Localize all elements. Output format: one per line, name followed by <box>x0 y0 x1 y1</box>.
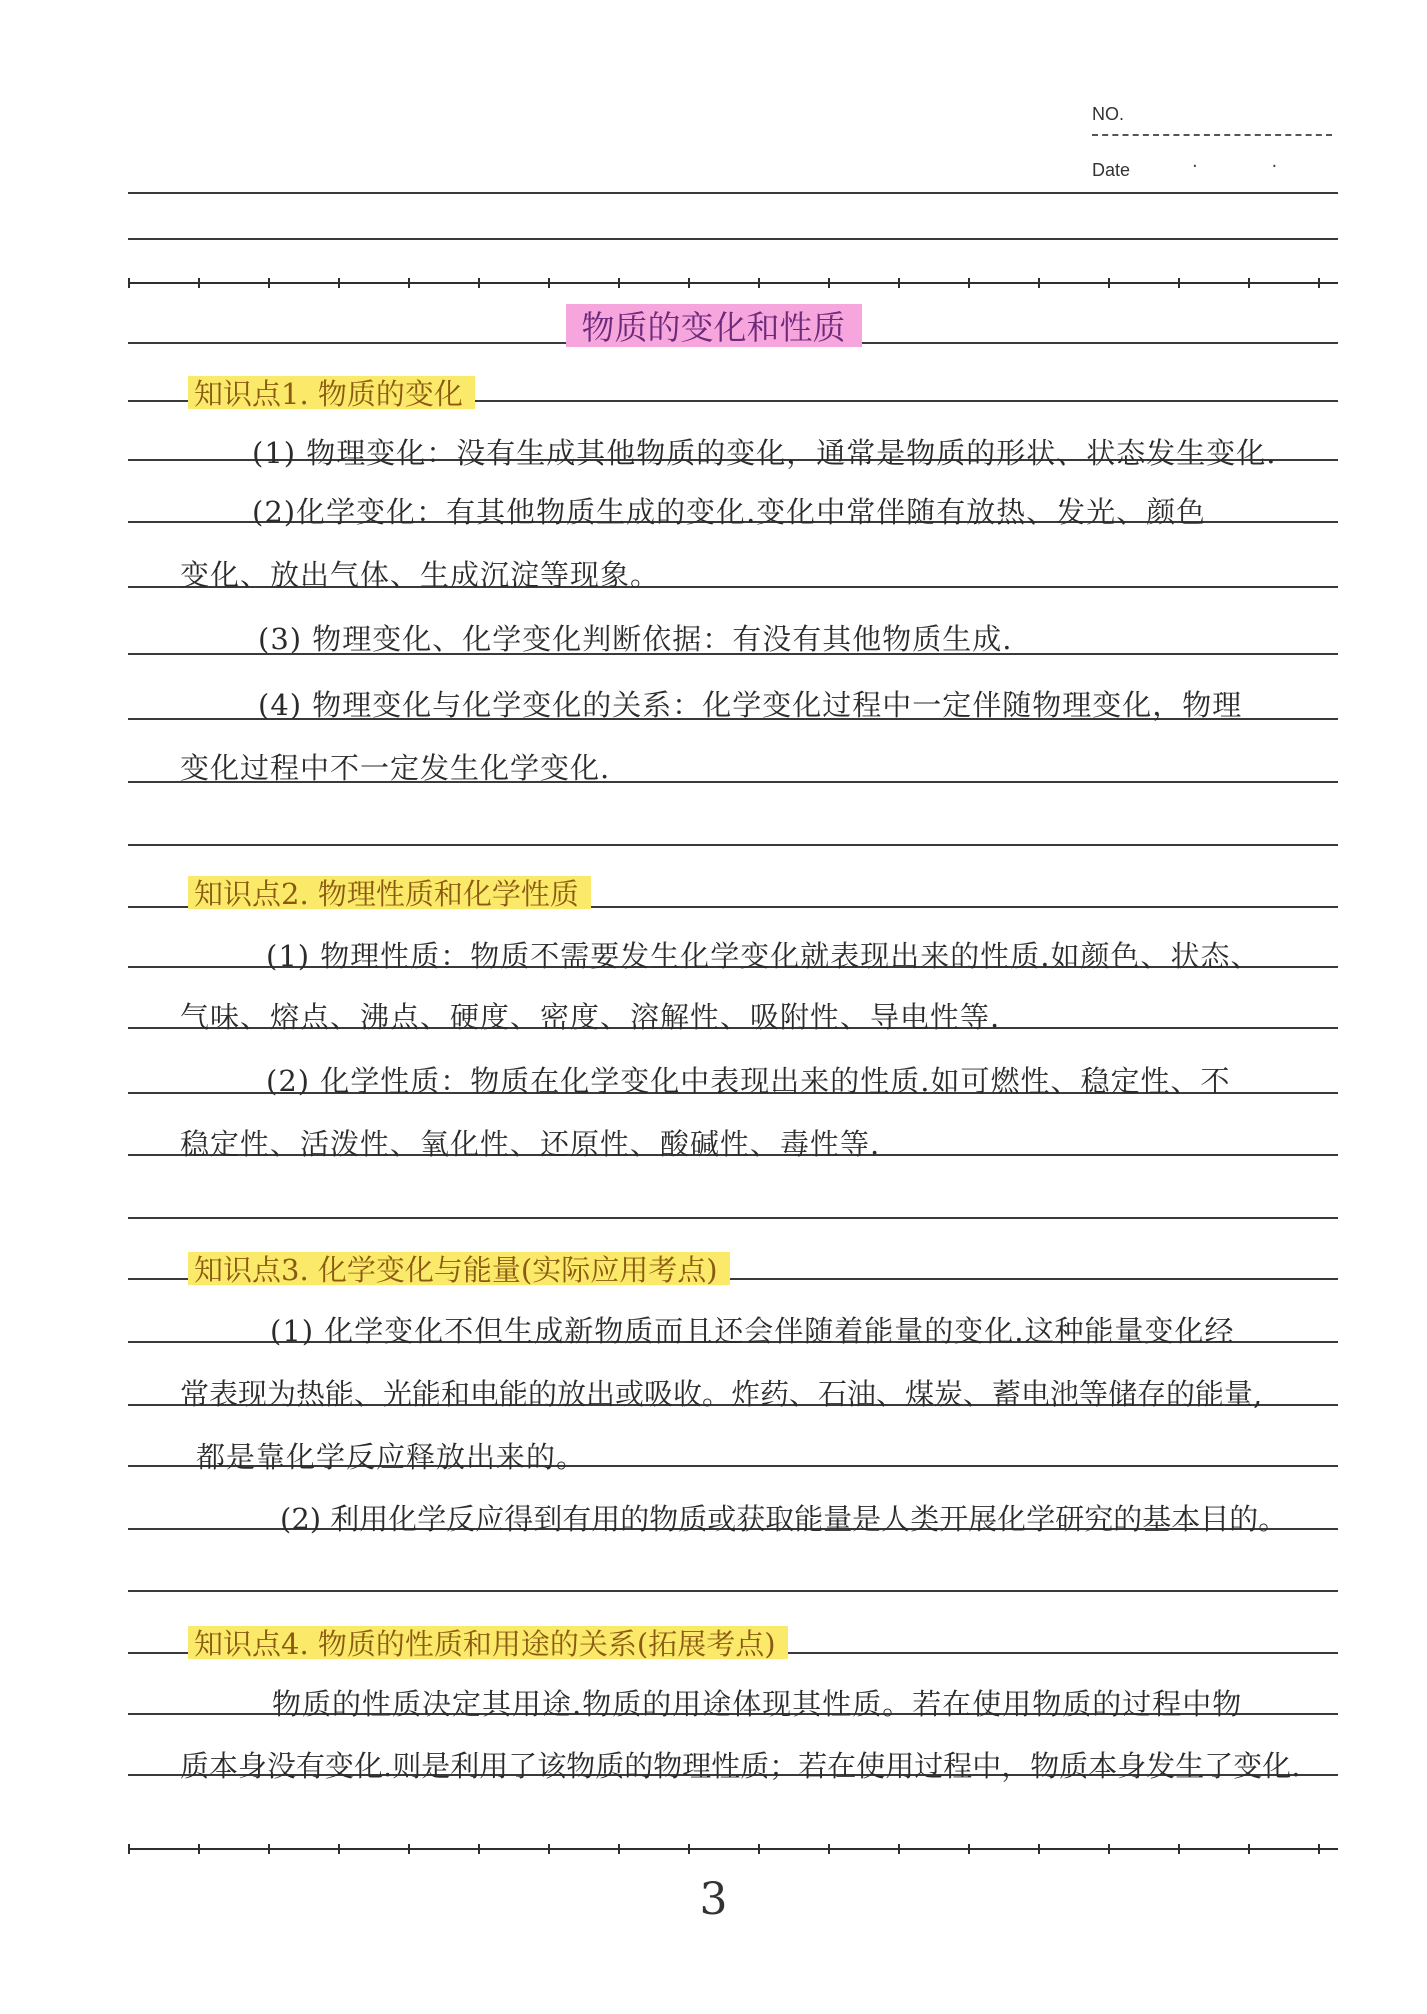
section-1-line-5: (4) 物理变化与化学变化的关系：化学变化过程中一定伴随物理变化，物理 <box>258 688 1243 722</box>
section-heading-4: 知识点4. 物质的性质和用途的关系(拓展考点) <box>188 1622 788 1663</box>
header-no-label: NO. <box>1092 104 1125 124</box>
section-2-line-4: 稳定性、活泼性、氧化性、还原性、酸碱性、毒性等. <box>180 1127 881 1161</box>
ruled-line <box>128 282 1338 284</box>
section-1-line-1: (1) 物理变化：没有生成其他物质的变化，通常是物质的形状、状态发生变化. <box>252 436 1277 470</box>
section-3-line-1: (1) 化学变化不但生成新物质而且还会伴随着能量的变化.这种能量变化经 <box>270 1314 1235 1348</box>
header-divider <box>1092 134 1332 136</box>
ruled-line <box>128 1590 1338 1592</box>
section-1-line-3: 变化、放出气体、生成沉淀等现象。 <box>180 558 661 592</box>
section-2-line-2: 气味、熔点、沸点、硬度、密度、溶解性、吸附性、导电性等. <box>180 1000 1001 1034</box>
section-heading-3: 知识点3. 化学变化与能量(实际应用考点) <box>188 1248 730 1289</box>
section-3-line-2: 常表现为热能、光能和电能的放出或吸收。炸药、石油、煤炭、蓄电池等储存的能量, <box>180 1377 1263 1411</box>
section-4-line-2: 质本身没有变化.则是利用了该物质的物理性质；若在使用过程中，物质本身发生了变化. <box>180 1749 1301 1783</box>
section-4-line-1: 物质的性质决定其用途.物质的用途体现其性质。若在使用物质的过程中物 <box>272 1687 1243 1721</box>
header-date-label: Date <box>1092 160 1131 180</box>
section-1-line-4: (3) 物理变化、化学变化判断依据：有没有其他物质生成. <box>258 622 1013 656</box>
section-3-line-4: (2) 利用化学反应得到有用的物质或获取能量是人类开展化学研究的基本目的。 <box>280 1502 1288 1536</box>
section-heading-1: 知识点1. 物质的变化 <box>188 372 475 413</box>
ruled-line <box>128 844 1338 846</box>
section-3-line-3: 都是靠化学反应释放出来的。 <box>196 1440 587 1474</box>
section-heading-2: 知识点2. 物理性质和化学性质 <box>188 872 591 913</box>
ruled-line <box>128 1848 1338 1850</box>
section-1-line-2: (2)化学变化：有其他物质生成的变化.变化中常伴随有放热、发光、颜色 <box>252 495 1207 529</box>
section-2-line-1: (1) 物理性质：物质不需要发生化学变化就表现出来的性质.如颜色、状态、 <box>266 939 1261 973</box>
section-2-line-3: (2) 化学性质：物质在化学变化中表现出来的性质.如可燃性、稳定性、不 <box>266 1064 1231 1098</box>
section-1-line-6: 变化过程中不一定发生化学变化. <box>180 751 611 785</box>
ruled-line <box>128 192 1338 194</box>
title-row <box>0 300 1427 351</box>
page-number: 3 <box>699 1874 728 1925</box>
ruled-line <box>128 238 1338 240</box>
ruled-line <box>128 1217 1338 1219</box>
page-title: 物质的变化和性质 <box>566 300 862 351</box>
header-date-dots: · · <box>1192 156 1312 177</box>
